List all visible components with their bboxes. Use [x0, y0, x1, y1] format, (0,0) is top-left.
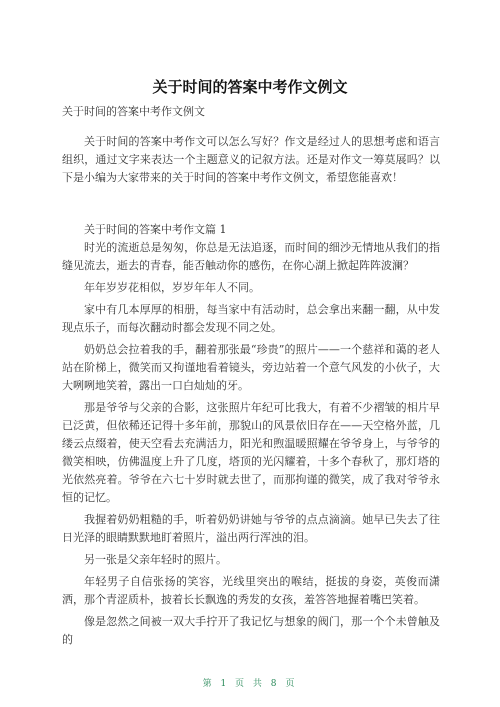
- document-title: 关于时间的答案中考作文例文: [152, 78, 348, 96]
- article-body: [62, 239, 440, 653]
- document-subtitle: 关于时间的答案中考作文例文: [62, 105, 205, 118]
- paragraph: 那是爷爷与父亲的合影，这张照片年纪可比我大，有着不少褶皱的相片早已泛黄，但依稀还记得十多年前，那貌山的风景依旧存在——天空格外蓝，几缕云点缀着，使天空看去充满活力，阳光和煦温暖照耀在爷爷身上，与爷爷的微笑相映，仿佛温度上升了几度，塔顶的光闪耀着，十多个春秋了，那灯塔的光依然亮着。爷爷在六七十岁时就去世了，而那拘谨的微笑，成了我对爷爷永恒的记忆。: [62, 401, 440, 504]
- intro-block: [62, 133, 440, 191]
- paragraph: 家中有几本厚厚的相册，每当家中有活动时，总会拿出来翻一翻，从中发现点乐子，而每次翻动时都会发现不同之处。: [62, 303, 440, 334]
- section-heading: 关于时间的答案中考作文篇 1: [84, 223, 227, 236]
- intro-paragraph: 关于时间的答案中考作文可以怎么写好？作文是经过人的思想考虑和语言组织，通过文字来表达一个主题意义的记叙方法。还是对作文一筹莫展吗？以下是小编为大家带来的关于时间的答案中考作文例文，希望您能喜欢！: [62, 135, 440, 184]
- paragraph: 年年岁岁花相似，岁岁年年人不同。: [84, 281, 260, 294]
- paragraph: 我握着奶奶粗糙的手，听着奶奶讲她与爷爷的点点滴滴。她早已失去了往日光泽的眼睛默默地盯着照片，溢出两行浑浊的泪。: [62, 513, 440, 544]
- paragraph: 年轻男子自信张扬的笑容，光线里突出的喉结，挺拔的身姿，英俊而潇洒，那个青涩质朴，披着长长飘逸的秀发的女孩，羞答答地握着嘴巴笑着。: [62, 575, 440, 606]
- paragraph: 时光的流逝总是匆匆，你总是无法追逐，而时间的细沙无情地从我们的指缝见流去，逝去的青春，能否触动你的感伤，在你心湖上掀起阵阵波澜？: [62, 241, 440, 272]
- paragraph: 奶奶总会拉着我的手，翻着那张最“珍贵”的照片——一个慈祥和蔼的老人站在阶梯上，微笑而又拘谨地看着镜头，旁边站着一个意气风发的小伙子，大大咧咧地笑着，露出一口白灿灿的牙。: [62, 343, 440, 392]
- paragraph: 像是忽然之间被一双大手拧开了我记忆与想象的阀门，那一个个未曾触及的: [62, 615, 440, 646]
- paragraph: 另一张是父亲年轻时的照片。: [84, 553, 227, 566]
- page-number-footer: 第 1 页 共 8 页: [202, 679, 298, 689]
